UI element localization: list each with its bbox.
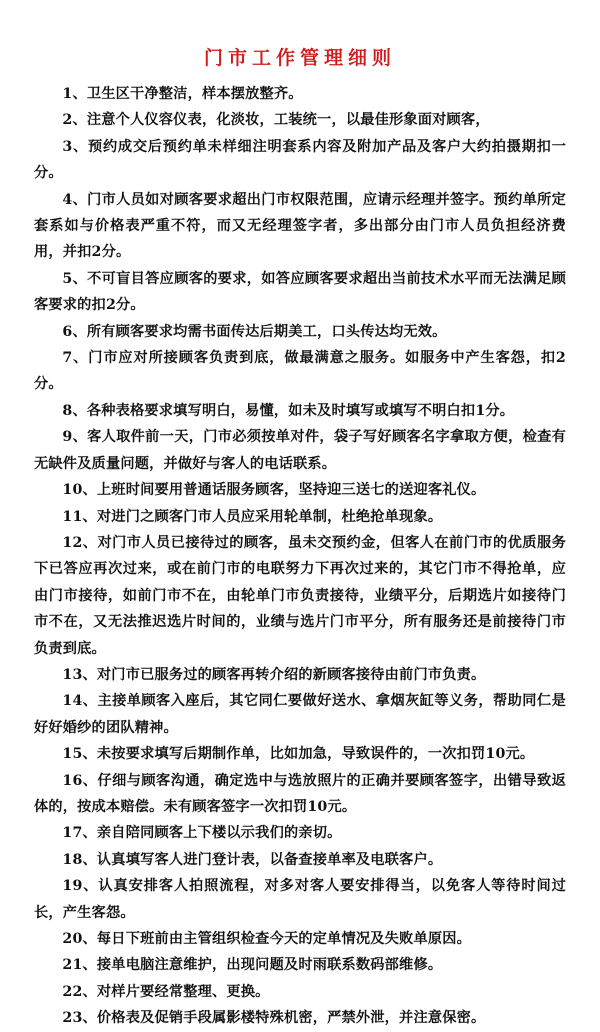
rule-item: 20、每日下班前由主管组织检查今天的定单情况及失败单原因。: [62, 931, 471, 947]
rule-item: 8、各种表格要求填写明白，易懂，如未及时填写或填写不明白扣1分。: [62, 402, 515, 419]
rule-item: 12、对门市人员已接待过的顾客，虽未交预约金，但客人在前门市的优质服务下已答应再次过来，或在前门市的电联努力下再次过来的，其它门市不得抢单，应由门市接待，如前门市不在，由轮单门市负责接待，业绩平分，后期选片如接待门市不在，又无法推迟选片时间的，业绩与选片门市平分，所有服务还是前接待门市负责到底。: [34, 534, 566, 657]
rule-item: 7、门市应对所接顾客负责到底，做最满意之服务。如服务中产生客怨，扣2分。: [34, 350, 566, 393]
rule-item: 22、对样片要经常整理、更换。: [62, 983, 270, 1000]
rule-item: 1、卫生区干净整洁，样本摆放整齐。: [62, 86, 303, 102]
rule-item: 16、仔细与顾客沟通，确定选中与选放照片的正确并要顾客签字，出错导致返体的，按成本赔偿。未有顾客签字一次扣罚10元。: [34, 772, 566, 815]
rule-item: 17、亲自陪同顾客上下楼以示我们的亲切。: [62, 825, 342, 842]
rule-item: 11、对进门之顾客门市人员应采用轮单制，杜绝抢单现象。: [62, 508, 443, 525]
page-title: 门市工作管理细则: [203, 47, 396, 69]
rule-item: 19、认真安排客人拍照流程，对多对客人要安排得当，以免客人等待时间过长，产生客怨。: [34, 878, 566, 921]
rule-item: 23、价格表及促销手段属影楼特殊机密，严禁外泄，并注意保密。: [62, 1010, 486, 1027]
rule-item: 2、注意个人仪容仪表，化淡妆，工装统一，以最佳形象面对顾客，: [62, 112, 490, 129]
rule-item: 15、未按要求填写后期制作单，比如加急，导致误件的，一次扣罚10元。: [62, 746, 535, 763]
rules-list: [34, 81, 566, 1032]
rule-item: 5、不可盲目答应顾客的要求，如答应顾客要求超出当前技术水平而无法满足顾客要求的扣2分。: [34, 270, 566, 314]
rule-item: 13、对门市已服务过的顾客再转介绍的新顾客接待由前门市负责。: [62, 666, 486, 683]
rule-item: 3、预约成交后预约单未样细注明套系内容及附加产品及客户大约拍摄期扣一分。: [34, 138, 566, 182]
rule-item: 4、门市人员如对顾客要求超出门市权限范围，应请示经理并签字。预约单所定套系如与价格表严重不符，而又无经理签字者，多出部分由门市人员负担经济费用，并扣2分。: [34, 191, 566, 261]
rule-item: 21、接单电脑注意维护，出现问题及时雨联系数码部维修。: [62, 957, 443, 974]
rule-item: 9、客人取件前一天，门市必须按单对件，袋子写好顾客名字拿取方便，检查有无缺件及质量问题，并做好与客人的电话联系。: [34, 429, 566, 472]
rule-item: 18、认真填写客人进门登计表，以备查接单率及电联客户。: [62, 851, 443, 868]
rule-item: 6、所有顾客要求均需书面传达后期美工，口头传达均无效。: [62, 323, 447, 340]
rule-item: 10、上班时间要用普通话服务顾客，坚持迎三送七的送迎客礼仪。: [62, 482, 486, 499]
rule-item: 14、主接单顾客入座后，其它同仁要做好送水、拿烟灰缸等义务，帮助同仁是好好婚纱的团队精神。: [34, 693, 566, 736]
